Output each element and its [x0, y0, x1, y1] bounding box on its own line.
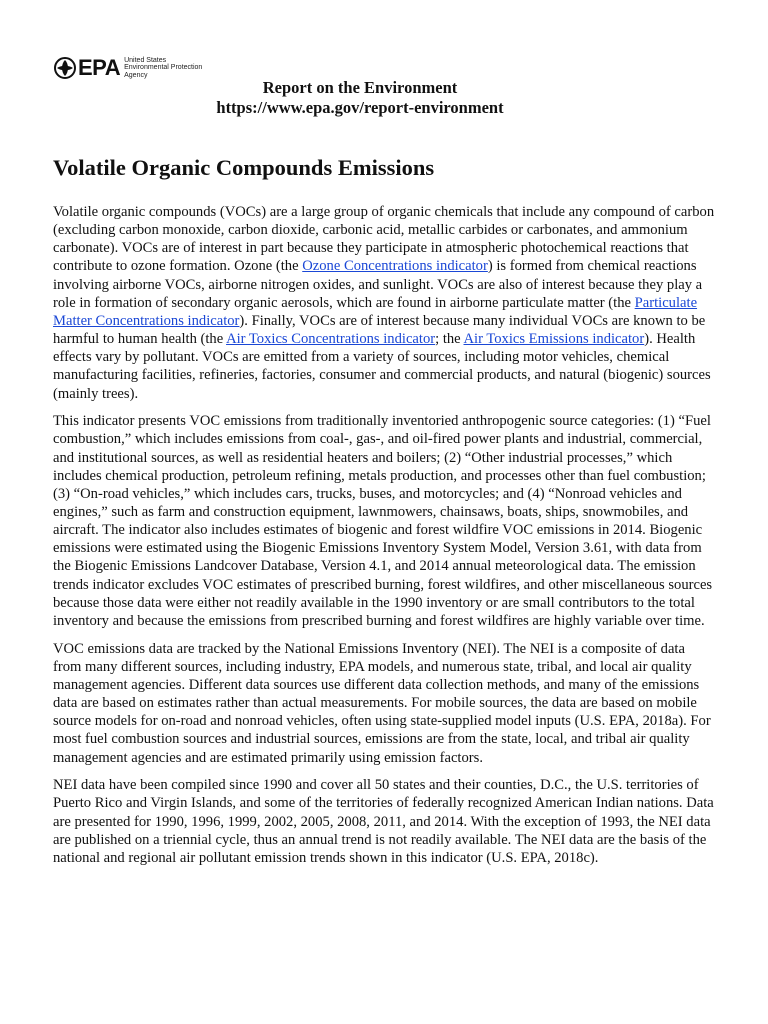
- paragraph-nei-data: NEI data have been compiled since 1990 and cover all 50 states and their counties, D.C., the U.S. territories of Puerto Rico and Virgin Islands, and some of the territories of federally recognized American Indian nations. Data are presented for 1990, 1996, 1999, 2002, 2005, 2008, 2011, and 2014. With the exception of 1993, the NEI data are published on a triennial cycle, thus an annual trend is not readily available. The NEI data are the basis of the national and regional air pollutant emission trends shown in this indicator (U.S. EPA, 2018c).: [53, 777, 714, 866]
- page-title: Volatile Organic Compounds Emissions: [53, 155, 435, 180]
- paragraph-text: Volatile organic compounds (VOCs) are a large group of organic chemicals that include any compound of carbon (excluding carbon monoxide, carbon dioxide, carbonic acid, metallic carbides or carbonates, and ammonium carbonate). VOCs are of interest in part because they participate in atmospheric photochemical reactions that contribute to ozone formation. Ozone (the: [53, 204, 715, 275]
- ozone-concentrations-link[interactable]: Ozone Concentrations indicator: [302, 258, 488, 275]
- report-title: Report on the Environment: [262, 78, 458, 97]
- air-toxics-concentrations-link[interactable]: Air Toxics Concentrations indicator: [226, 331, 436, 348]
- paragraph-text: ; the: [435, 331, 464, 348]
- agency-line: Agency: [124, 71, 148, 79]
- report-header: [0, 78, 720, 118]
- air-toxics-emissions-link[interactable]: Air Toxics Emissions indicator: [463, 331, 645, 348]
- agency-line: United States: [124, 56, 167, 64]
- paragraph-text: ) is formed from chemical reactions involving airborne VOCs, airborne nitrogen oxides, and sunlight. VOCs are also of interest because they play a role in formation of secondary organic aerosols, which are found in airborne particulate matter (the: [53, 258, 703, 311]
- epa-flower-logo-icon: [54, 57, 76, 79]
- paragraph-nei: VOC emissions data are tracked by the National Emissions Inventory (NEI). The NEI is a composite of data from many different sources, including industry, EPA models, and numerous state, tribal, and local air quality management agencies. Different data sources use different data collection methods, and many of the emissions data are based on estimates rather than actual measurements. For mobile sources, the data are based on mobile source models for on-road and nonroad vehicles, often using state-supplied model inputs (U.S. EPA, 2018a). For most fuel combustion sources and industrial sources, emissions are from the state, local, and tribal air quality management agencies and are estimated primarily using emission factors.: [53, 640, 711, 766]
- paragraph-indicator: This indicator presents VOC emissions from traditionally inventoried anthropogenic source categories: (1) “Fuel combustion,” which includes emissions from coal-, gas-, and oil-fired power plants and industrial, commercial, and institutional sources, as well as residential heaters and boilers; (2) “Other industrial processes,” which includes chemical production, petroleum refining, metals production, and processes other than fuel combustion; (3) “On-road vehicles,” which includes cars, trucks, buses, and motorcycles; and (4) “Nonroad vehicles and engines,” such as farm and construction equipment, lawnmowers, chainsaws, boats, ships, snowmobiles, and aircraft. The indicator also includes estimates of biogenic and forest wildfire VOC emissions in 2014. Biogenic emissions were estimated using the Biogenic Emissions Inventory System Model, Version 3.61, with data from the Biogenic Emissions Landcover Database, Version 4.1, and 2014 annual meteorological data. The emission trends indicator excludes VOC estimates of prescribed burning, forest wildfires, and other miscellaneous sources because those data were either not readily available in the 1990 inventory or are small contributors to the total inventory and because the emissions from prescribed burning and forest wildfires are highly variable over time.: [53, 413, 713, 629]
- agency-line: Environmental Protection: [124, 64, 203, 72]
- document-body: [53, 203, 715, 876]
- epa-logo-wordmark: EPA: [78, 55, 121, 80]
- paragraph-text: ). Finally, VOCs are of interest because many individual VOCs are known to be harmful to human health (the: [53, 312, 706, 348]
- paragraph-text: ). Health effects vary by pollutant. VOCs are emitted from a variety of sources, including motor vehicles, chemical manufacturing facilities, refineries, factories, consumer and commercial products, and natural (biogenic) sources (mainly trees).: [53, 331, 711, 402]
- particulate-matter-link[interactable]: Particulate Matter Concentrations indicator: [53, 294, 698, 329]
- report-url: https://www.epa.gov/report-environment: [216, 98, 504, 117]
- paragraph-intro: [53, 203, 715, 403]
- agency-name: [124, 57, 214, 80]
